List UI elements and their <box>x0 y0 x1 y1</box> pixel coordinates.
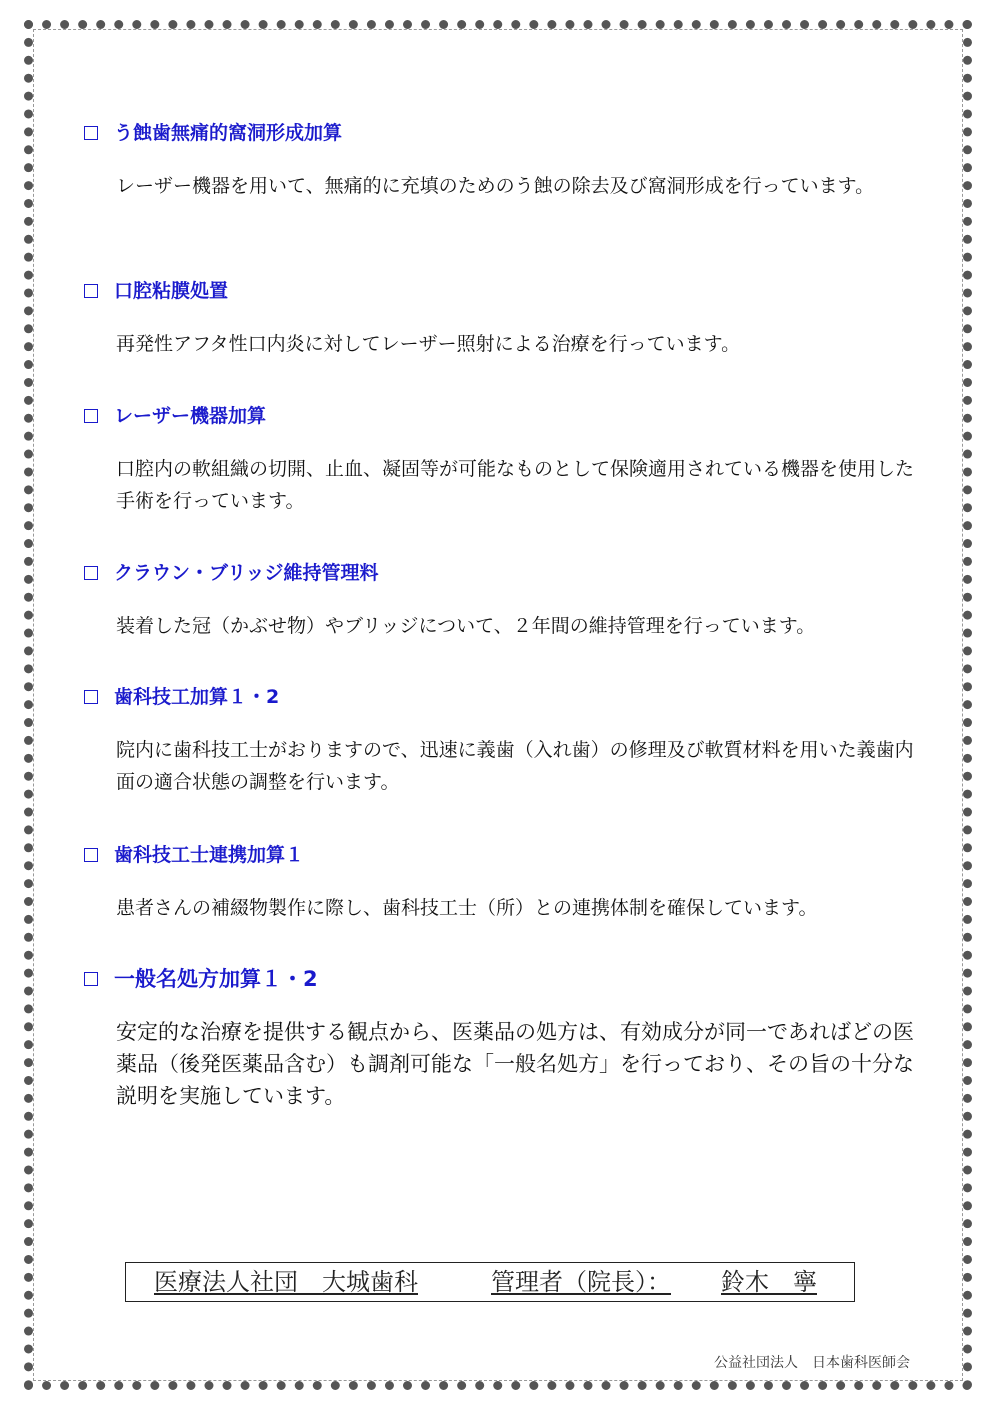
section-heading <box>84 560 924 586</box>
section-oral-mucosa <box>84 278 924 360</box>
section-title: クラウン・ブリッジ維持管理料 <box>114 562 379 584</box>
section-body: 院内に歯科技工士がおりますので、迅速に義歯（入れ歯）の修理及び軟質材料を用いた義歯内面の適合状態の調整を行います。 <box>116 739 914 793</box>
section-body: 患者さんの補綴物製作に際し、歯科技工士（所）との連携体制を確保しています。 <box>116 897 818 919</box>
section-heading <box>84 278 924 304</box>
section-title: 歯科技工加算１・2 <box>114 686 280 708</box>
checkbox-icon <box>84 972 98 986</box>
section-title: 歯科技工士連携加算１ <box>114 844 305 866</box>
section-body: 口腔内の軟組織の切開、止血、凝固等が可能なものとして保険適用されている機器を使用した手術を行っています。 <box>116 458 915 512</box>
section-dental-caries <box>84 120 924 202</box>
manager-name: 鈴木 寧 <box>721 1268 817 1296</box>
section-crown-bridge <box>84 560 924 642</box>
section-dental-technician <box>84 684 924 798</box>
checkbox-icon <box>84 690 98 704</box>
section-heading <box>84 842 924 868</box>
section-title: レーザー機器加算 <box>114 405 267 427</box>
section-title: う蝕歯無痛的窩洞形成加算 <box>114 122 343 144</box>
section-body: 安定的な治療を提供する観点から、医薬品の処方は、有効成分が同一であればどの医薬品（後発医薬品含む）も調剤可能な「一般名処方」を行っており、その旨の十分な説明を実施しています。 <box>116 1020 914 1108</box>
section-heading <box>84 403 924 429</box>
section-technician-cooperation <box>84 842 924 924</box>
checkbox-icon <box>84 566 98 580</box>
checkbox-icon <box>84 848 98 862</box>
section-heading <box>84 966 924 992</box>
section-title: 一般名処方加算１・2 <box>114 967 318 991</box>
manager-label: 管理者（院長）： <box>491 1268 671 1296</box>
clinic-name: 医療法人社団 大城歯科 <box>154 1268 418 1296</box>
section-body: 再発性アフタ性口内炎に対してレーザー照射による治療を行っています。 <box>116 333 741 355</box>
section-body: 装着した冠（かぶせ物）やブリッジについて、２年間の維持管理を行っています。 <box>116 615 816 637</box>
checkbox-icon <box>84 409 98 423</box>
clinic-footer-box <box>125 1262 855 1302</box>
section-heading <box>84 684 924 710</box>
checkbox-icon <box>84 284 98 298</box>
section-generic-prescription <box>84 966 924 1112</box>
section-heading <box>84 120 924 146</box>
association-name: 公益社団法人 日本歯科医師会 <box>714 1355 910 1371</box>
checkbox-icon <box>84 126 98 140</box>
section-laser-device <box>84 403 924 517</box>
section-body: レーザー機器を用いて、無痛的に充填のためのう蝕の除去及び窩洞形成を行っています。 <box>116 175 875 197</box>
section-title: 口腔粘膜処置 <box>114 280 229 302</box>
